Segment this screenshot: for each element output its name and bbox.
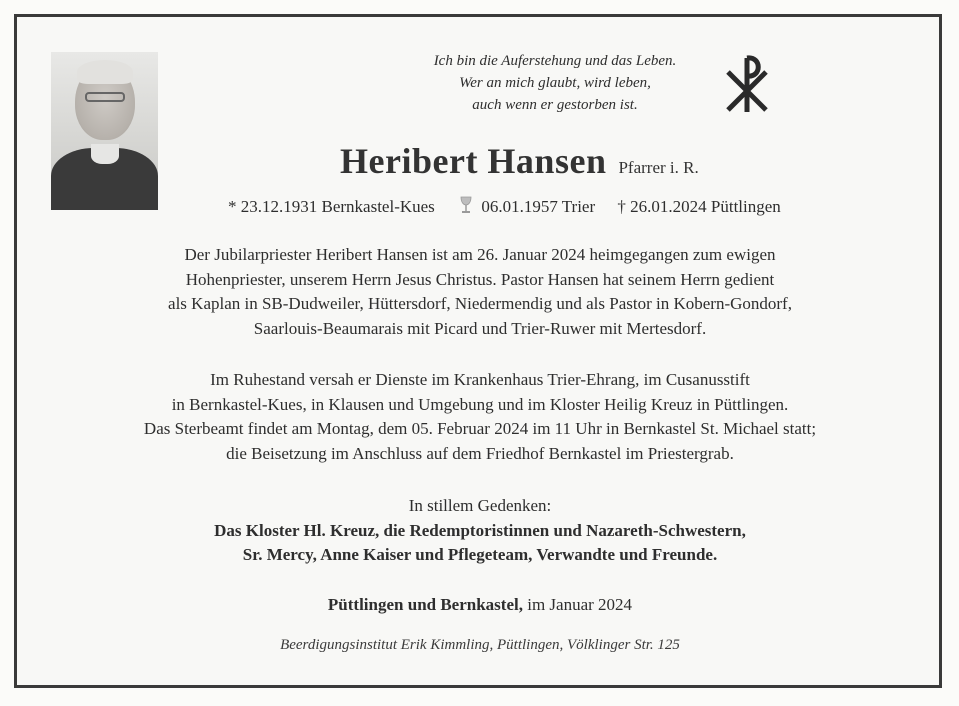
paragraph-retirement bbox=[40, 368, 920, 466]
funeral-home: Beerdigungsinstitut Erik Kimmling, Püttlingen, Völklinger Str. 125 bbox=[280, 637, 680, 653]
text-line: Der Jubilarpriester Heribert Hansen ist am 26. Januar 2024 heimgegangen zum ewigen bbox=[184, 245, 776, 264]
verse-line: Wer an mich glaubt, wird leben, bbox=[459, 75, 651, 91]
remembrance bbox=[40, 494, 920, 568]
text-line: in Bernkastel-Kues, in Klausen und Umgebung und im Kloster Heilig Kreuz in Püttlingen. bbox=[171, 394, 789, 414]
mourners-line: Das Kloster Hl. Kreuz, die Redemptoristinnen und Nazareth-Schwestern, bbox=[214, 520, 746, 540]
deceased-title: Pfarrer i. R. bbox=[618, 158, 699, 177]
mourners-line: Sr. Mercy, Anne Kaiser und Pflegeteam, Verwandte und Freunde. bbox=[242, 545, 718, 564]
text-line: Saarlouis-Beaumarais mit Picard und Trier-Ruwer mit Mertesdorf. bbox=[253, 318, 707, 338]
name-line bbox=[340, 140, 699, 182]
portrait-photo bbox=[51, 52, 158, 210]
ordination-date: 06.01.1957 Trier bbox=[481, 197, 596, 216]
verse-line: auch wenn er gestorben ist. bbox=[472, 97, 638, 113]
text-line: Im Ruhestand versah er Dienste im Krankenhaus Trier-Ehrang, im Cusanusstift bbox=[210, 370, 750, 389]
text-line: Hohenpriester, unserem Herrn Jesus Christus. Pastor Hansen hat seinem Herrn gedient bbox=[185, 269, 775, 289]
text-line: Das Sterbeamt findet am Montag, dem 05. Februar 2024 im 11 Uhr in Bernkastel St. Michael statt; bbox=[143, 419, 817, 438]
chalice-icon bbox=[459, 196, 473, 214]
birth-date: * 23.12.1931 Bernkastel-Kues bbox=[228, 197, 435, 216]
text-line: als Kaplan in SB-Dudweiler, Hüttersdorf, Niedermendig und als Pastor in Kobern-Gondorf, bbox=[168, 294, 792, 313]
life-dates bbox=[228, 196, 781, 217]
verse-line: Ich bin die Auferstehung und das Leben. bbox=[433, 53, 677, 69]
paragraph-career bbox=[40, 243, 920, 341]
places: Püttlingen und Bernkastel, bbox=[327, 595, 523, 614]
remembrance-intro: In stillem Gedenken: bbox=[408, 496, 552, 515]
month-date: im Januar 2024 bbox=[527, 595, 633, 614]
deceased-name: Heribert Hansen bbox=[340, 141, 607, 181]
death-date: † 26.01.2024 Püttlingen bbox=[617, 197, 781, 216]
text-line: die Beisetzung im Anschluss auf dem Friedhof Bernkastel im Priestergrab. bbox=[226, 443, 734, 463]
place-date bbox=[40, 593, 920, 618]
chi-rho-icon bbox=[720, 48, 774, 114]
bible-verse bbox=[370, 50, 740, 116]
